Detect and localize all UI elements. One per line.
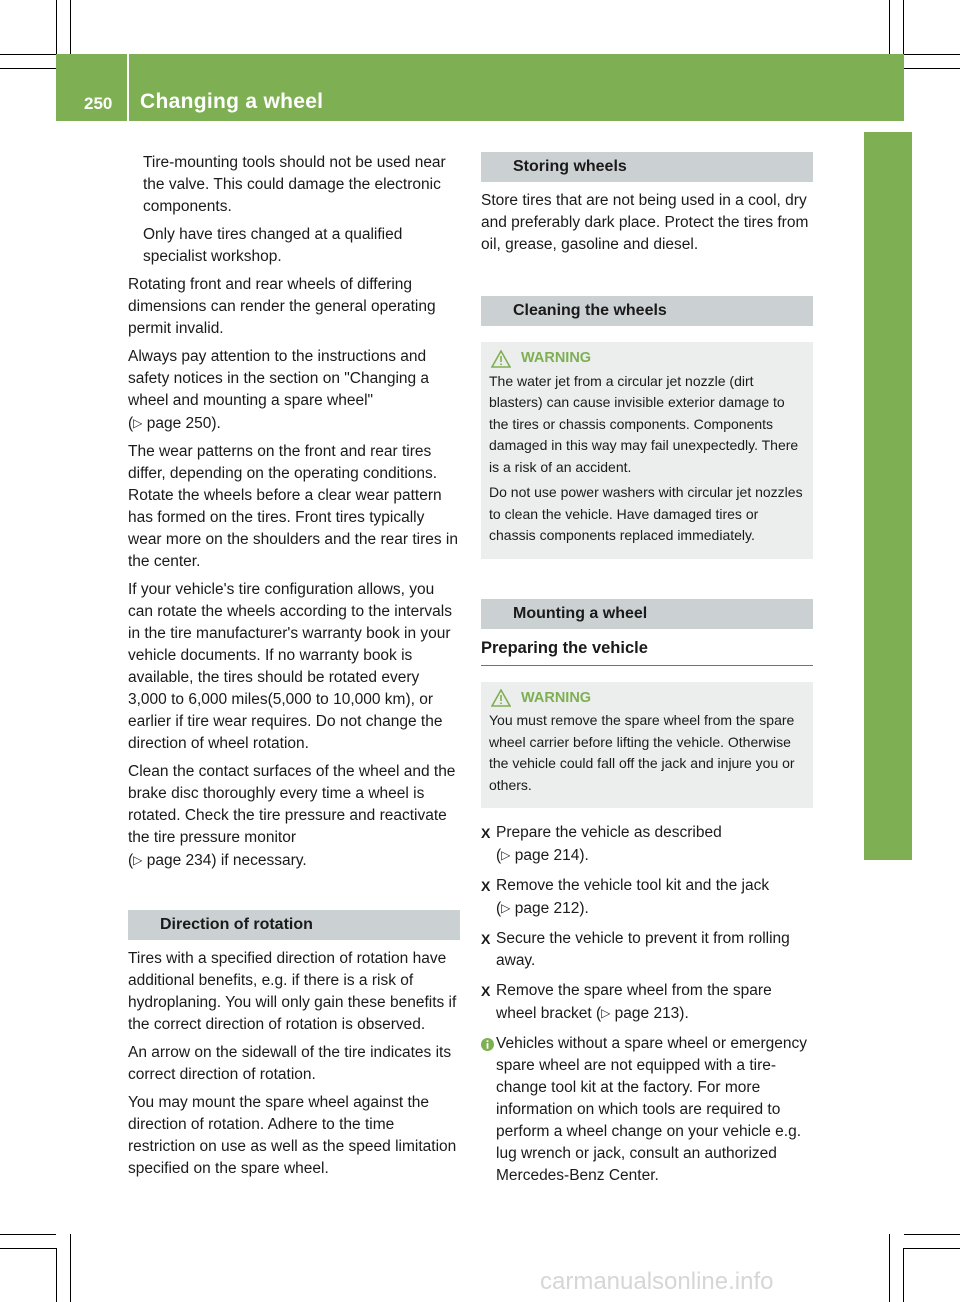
warning-triangle-icon [491,350,511,368]
warning-box [481,682,813,809]
warning-text: The water jet from a circular jet nozzle (dirt blasters) can cause invisible exterior damage to the tires or chassis components. Components damaged in this way may fail unexpectedly. There is a risk of an accident. [489,372,799,475]
instruction-step [481,980,813,1025]
page-ref-arrow-icon: ▷ [501,848,511,862]
crop-mark [903,0,904,54]
body-paragraph: Always pay attention to the instructions and safety notices in the section on "Changing a wheel and mounting a spare wheel" (▷ page 250). [128,348,430,432]
body-paragraph: Tire-mounting tools should not be used near the valve. This could damage the electronic components. [143,154,446,215]
warning-text: Do not use power washers with circular jet nozzles to clean the vehicle. Have damaged tires or chassis components replaced immediately. [489,484,803,543]
info-note [481,1033,813,1187]
info-icon [481,1033,496,1187]
crop-mark [0,54,56,55]
body-paragraph: Only have tires changed at a qualified specialist workshop. [143,226,403,265]
crop-mark [0,1234,56,1235]
body-paragraph: Tires with a specified direction of rotation have additional benefits, e.g. if there is a risk of hydroplaning. You will only gain these benefits if the correct direction of rotation is observed. [128,950,457,1033]
info-text: Vehicles without a spare wheel or emergency spare wheel are not equipped with a tire-change tool kit at the factory. For more information on which tools are required to perform a wheel change on your vehicle e.g. lug wrench or jack, consult an authorized Mercedes-Benz Center. [496,1035,808,1184]
crop-mark [0,68,56,69]
warning-triangle-icon [491,689,511,707]
crop-mark [904,68,960,69]
paragraph-text: Always pay attention to the instructions and safety notices in the section on "Changing a wheel and mounting a spare wheel" [128,348,430,409]
chapter-tab-label: Wheels and tires [872,685,897,860]
crop-mark [904,54,960,55]
body-paragraph: Store tires that are not being used in a cool, dry and preferably dark place. Protect the tires from oil, grease, gasoline and diesel. [481,192,809,253]
instruction-step [481,875,813,920]
subsection-heading: Preparing the vehicle [481,637,813,666]
page-ref-arrow-icon: ▷ [133,853,143,867]
step-body: Prepare the vehicle as described (▷ page 214). [496,824,722,864]
crop-mark [56,1248,57,1302]
page-reference[interactable]: page 214). [514,847,589,864]
body-paragraph: Rotating front and rear wheels of differing dimensions can render the general operating permit invalid. [128,276,436,337]
page-ref-arrow-icon: ▷ [501,901,511,915]
crop-mark [889,1234,890,1302]
header-divider [127,54,129,121]
step-text: Remove the vehicle tool kit and the jack [496,877,770,894]
body-paragraph: If your vehicle's tire configuration allows, you can rotate the wheels according to the intervals in the tire manufacturer's warranty book in your vehicle documents. If no warranty book is available, the tires should be rotated every 3,000 to 6,000 miles(5,000 to 10,000 km), or earlier if tire wear requires. Do not change the direction of wheel rotation. [128,581,452,752]
crop-mark [903,1248,904,1302]
page-reference[interactable]: page 213). [614,1005,689,1022]
warning-title [491,348,805,370]
page-reference[interactable]: page 212). [514,900,589,917]
body-paragraph: The wear patterns on the front and rear tires differ, depending on the operating conditions. Rotate the wheels before a clear wear pattern has formed on the tires. Front tires typically wear more on the shoulders and the rear tires in the center. [128,443,458,570]
crop-mark [56,0,57,54]
page-ref-arrow-icon: ▷ [133,416,143,430]
step-text: Prepare the vehicle as described [496,824,722,841]
warning-box [481,342,813,559]
step-text: Secure the vehicle to prevent it from rolling away. [496,930,790,969]
crop-mark [70,1234,71,1302]
body-paragraph: An arrow on the sidewall of the tire indicates its correct direction of rotation. [128,1044,452,1083]
step-marker-icon: X [481,931,491,947]
warning-text: You must remove the spare wheel from the spare wheel carrier before lifting the vehicle. Otherwise the vehicle could fall off the jack and injure you or others. [489,712,795,793]
instruction-step [481,928,813,972]
watermark: carmanualsonline.info [540,1268,774,1295]
crop-mark [0,1248,56,1249]
step-marker-icon: X [481,983,491,999]
step-marker-icon: X [481,878,491,894]
paragraph-text: Clean the contact surfaces of the wheel and the brake disc thoroughly every time a wheel is rotated. Check the tire pressure and reactivate the tire pressure monitor [128,763,456,846]
page-reference[interactable]: page 234) if necessary. [146,852,307,869]
right-column [481,152,813,1195]
page-number: 250 [84,94,113,113]
step-body: Remove the vehicle tool kit and the jack (▷ page 212). [496,877,770,917]
warning-label: WARNING [521,350,592,366]
left-column [128,152,460,1186]
body-paragraph: Clean the contact surfaces of the wheel and the brake disc thoroughly every time a wheel is rotated. Check the tire pressure and reactivate the tire pressure monitor (▷ page 234) if necessary. [128,763,456,869]
section-heading: Storing wheels [481,152,813,182]
page-title: Changing a wheel [140,90,324,113]
instruction-step [481,822,813,867]
section-heading: Mounting a wheel [481,599,813,629]
body-paragraph: You may mount the spare wheel against the direction of rotation. Adhere to the time restriction on use as well as the speed limitation specified on the spare wheel. [128,1094,457,1177]
section-heading: Direction of rotation [128,910,460,940]
page-reference[interactable]: page 250). [146,415,221,432]
crop-mark [904,1234,960,1235]
warning-title [491,688,805,710]
step-marker-icon: X [481,825,491,841]
warning-label: WARNING [521,689,592,706]
step-text: Remove the spare wheel from the spare wheel bracket ( [496,982,772,1022]
step-body [496,980,813,1025]
section-heading: Cleaning the wheels [481,296,813,326]
page-ref-arrow-icon: ▷ [601,1006,611,1020]
crop-mark [904,1248,960,1249]
